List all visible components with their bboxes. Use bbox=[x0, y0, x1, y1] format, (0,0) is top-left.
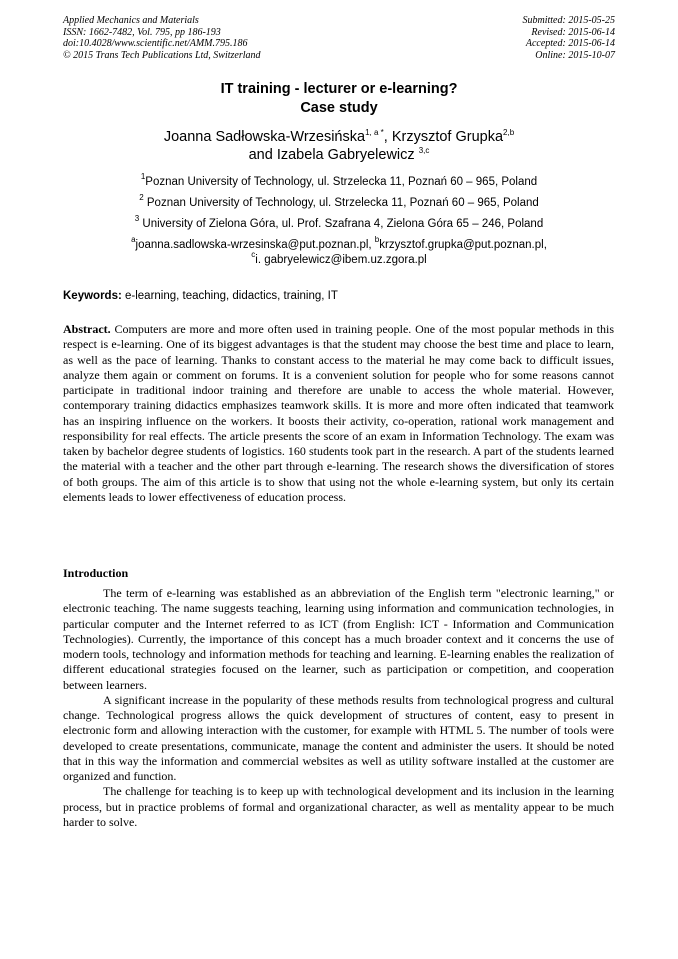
author-emails bbox=[0, 235, 678, 268]
paragraph: A significant increase in the popularity of these methods results from technological progress and cultural change. Technological progress allows the quick development of structures of content, easy to present in electronic form and allowing interaction with the customer, for example with HTML 5. The number of tools were developed to create presentations, communicate, manage the content and administer the users. It should be noted that in this way the information and commercial websites as well as utility software installed at the customer are organized and function. bbox=[63, 692, 614, 783]
affiliation-marker: 1 bbox=[140, 172, 146, 181]
keywords-text: e-learning, teaching, didactics, training, IT bbox=[125, 290, 338, 302]
email-marker: c bbox=[251, 250, 256, 259]
author-name: Izabela Gabryelewicz bbox=[276, 147, 415, 163]
email-address[interactable]: i. gabryelewicz@ibem.uz.zgora.pl bbox=[255, 254, 427, 266]
journal-copyright: © 2015 Trans Tech Publications Ltd, Switzerland bbox=[63, 49, 261, 61]
abstract bbox=[63, 322, 614, 505]
journal-name: Applied Mechanics and Materials bbox=[63, 15, 199, 26]
email-marker: b bbox=[374, 235, 380, 244]
emails-line-1 bbox=[0, 235, 678, 253]
authors-line-1: Joanna Sadłowska-Wrzesińska$^{1, a *}$, Krzysztof Grupka$^{2,b}$ bbox=[163, 128, 515, 145]
introduction-heading: Introduction bbox=[63, 566, 129, 580]
title-line-1: IT training - lecturer or e-learning? bbox=[220, 81, 458, 97]
abstract-label: Abstract. bbox=[63, 322, 111, 336]
abstract-text: Computers are more and more often used in training people. One of the most popular methods in this respect is e-learning. One of its biggest advantages is that the student may choose the best time and place to learn, as well as the pace of learning. Thanks to constant access to the material he may come back to difficult issues, analyze them again or comment on forums. It is a convenient solution for people who for some reasons cannot participate in traditional indoor training and therefore are unable to access the whole material. However, contemporary training didactics emphasizes teamwork skills. It is more and more often indicated that teamwork has an inspiring influence on the workers. It boosts their activity, co-operation, rational work management and responsibility for real effects. The article presents the score of an exam in Information Technology. The exam was taken by bachelor degree students of logistics. 160 students took part in the research. A part of the students learned the material with a teacher and the other part through e-learning. The research shows the diversification of stores of both groups. The aim of this article is to show that using not the whole e-learning system, but only its certain elements leads to lower effectiveness of education process. bbox=[63, 322, 614, 504]
affiliation bbox=[0, 172, 678, 189]
email-marker: a bbox=[131, 235, 136, 244]
date-accepted: Accepted: 2015-06-14 bbox=[525, 38, 615, 49]
paragraph: The term of e-learning was established as an abbreviation of the English term "electronic learning," or electronic teaching. The name suggests teaching, learning using information and communication technologies, in particular computer and the Internet referred to as ICT (from English: ICT - Information and Communication Technologies). Currently, the importance of this concept has a much broader context and it concerns the use of modern tools, technology and information methods for teaching and learning. E-learning enables the realization of different educational strategies focused on the learner, such as participation or competition, and cooperation between learners. bbox=[63, 586, 614, 692]
affiliation-text: Poznan University of Technology, ul. Strzelecka 11, Poznań 60 – 965, Poland bbox=[145, 176, 538, 188]
publication-dates bbox=[523, 15, 616, 61]
affiliation-text: University of Zielona Góra, ul. Prof. Szafrana 4, Zielona Góra 65 – 246, Poland bbox=[142, 218, 544, 230]
emails-line-2 bbox=[0, 250, 678, 268]
journal-doi: doi:10.4028/www.scientific.net/AMM.795.186 bbox=[63, 38, 248, 49]
author-marker: 2,b bbox=[503, 128, 515, 137]
keywords bbox=[63, 290, 338, 302]
author-marker: 1, a * bbox=[365, 128, 384, 137]
journal-info bbox=[63, 15, 261, 61]
author-conjunction: and bbox=[248, 147, 273, 163]
authors-line-2 bbox=[0, 146, 678, 164]
author-name: Joanna Sadłowska-Wrzesińska bbox=[163, 129, 366, 145]
paragraph: The challenge for teaching is to keep up with technological development and its inclusion in the learning process, but in practice problems of formal and organizational character, as well as mentality appear to be much harder to solve. bbox=[63, 784, 614, 829]
author-list bbox=[0, 128, 678, 164]
affiliation bbox=[0, 193, 678, 210]
author-name: Krzysztof Grupka bbox=[391, 129, 504, 145]
affiliation-marker: 2 bbox=[139, 193, 144, 202]
keywords-label: Keywords: bbox=[63, 290, 122, 302]
date-submitted: Submitted: 2015-05-25 bbox=[522, 15, 615, 26]
email-address[interactable]: krzysztof.grupka@put.poznan.pl, bbox=[379, 239, 547, 251]
date-revised: Revised: 2015-06-14 bbox=[531, 26, 615, 38]
affiliation-marker: 3 bbox=[134, 214, 140, 223]
author-marker: 3,c bbox=[418, 146, 430, 155]
date-online: Online: 2015-10-07 bbox=[535, 49, 615, 61]
affiliation bbox=[0, 214, 678, 231]
introduction-body bbox=[63, 586, 614, 830]
journal-issn: ISSN: 1662-7482, Vol. 795, pp 186-193 bbox=[63, 26, 221, 38]
affiliation-text: Poznan University of Technology, ul. Strzelecka 11, Poznań 60 – 965, Poland bbox=[146, 197, 539, 209]
paper-title bbox=[0, 80, 678, 118]
email-address[interactable]: joanna.sadlowska-wrzesinska@put.poznan.pl, bbox=[135, 239, 372, 251]
title-line-2: Case study bbox=[300, 100, 378, 116]
